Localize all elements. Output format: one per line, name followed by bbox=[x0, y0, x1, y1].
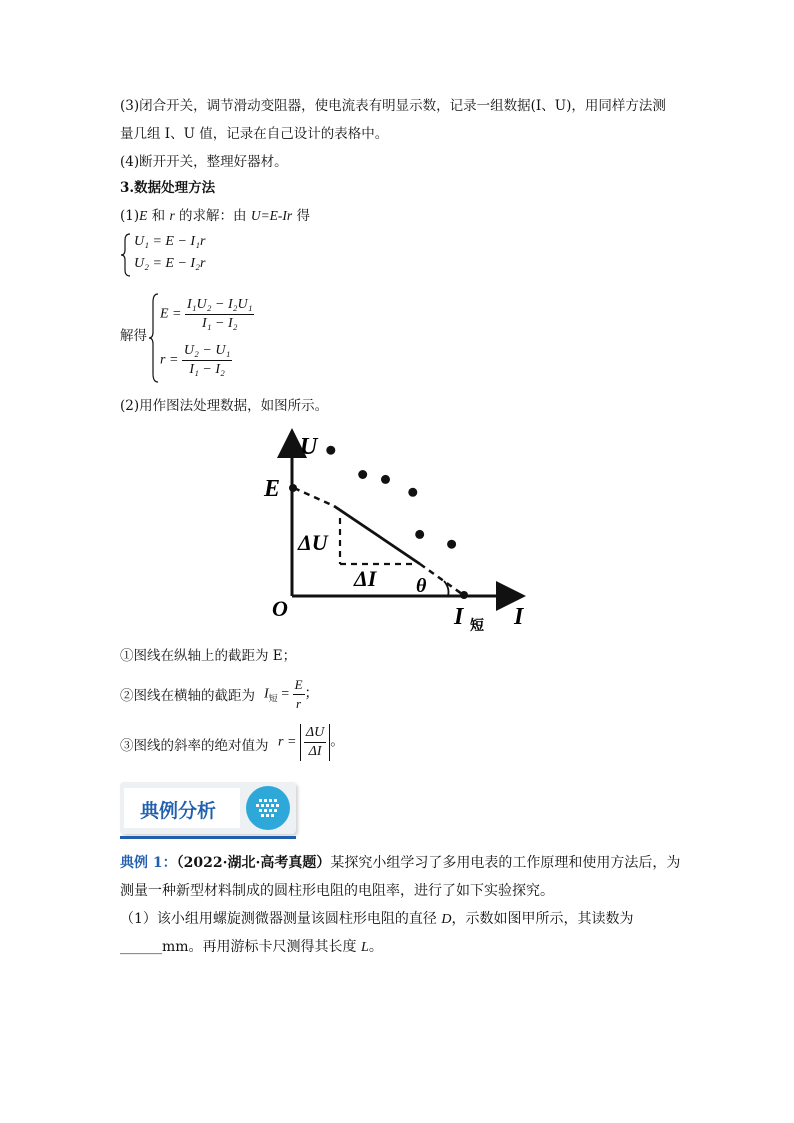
er-eq: U=E-Ir bbox=[250, 208, 293, 223]
data-point bbox=[358, 470, 367, 479]
origin-label: O bbox=[272, 596, 288, 621]
note2-den: r bbox=[296, 696, 302, 711]
line4-end: 。 bbox=[368, 939, 383, 955]
note3-formula bbox=[278, 724, 344, 761]
sys1-line2: U₂ = E − I₂r bbox=[134, 256, 206, 271]
example-1-line2: 测量一种新型材料制成的圆柱形电阻的电阻率，进行了如下实验探究。 bbox=[120, 883, 554, 899]
graph-intro: (2)用作图法处理数据，如图所示。 bbox=[120, 398, 329, 414]
note2-eq: = bbox=[277, 686, 293, 702]
y-axis-label: U bbox=[300, 434, 318, 460]
r-equation bbox=[160, 342, 232, 379]
note2-formula bbox=[264, 676, 319, 713]
example-line1-rest: 某探究小组学习了多用电表的工作原理和使用方法后，为 bbox=[330, 855, 681, 871]
er-tail: 得 bbox=[292, 208, 310, 224]
note3-den: ΔI bbox=[308, 744, 322, 759]
note3-suffix: 。 bbox=[330, 734, 345, 750]
delta-i-label: ΔI bbox=[354, 566, 377, 591]
er-text: 的求解：由 bbox=[174, 208, 251, 224]
note3-prefix: ③图线的斜率的绝对值为 bbox=[120, 738, 269, 754]
short-current-label: I bbox=[454, 604, 464, 630]
data-point bbox=[381, 475, 390, 484]
line3-suffix: ，示数如图甲所示，其读数为 bbox=[451, 911, 634, 927]
e-lhs: E = bbox=[160, 306, 182, 322]
solution-system bbox=[148, 292, 288, 384]
section-header-example bbox=[120, 782, 296, 840]
short-current-sub: 短 bbox=[470, 618, 484, 634]
data-point bbox=[415, 530, 424, 539]
note2-lhs: I bbox=[264, 686, 269, 702]
short-current-point bbox=[460, 591, 468, 599]
angle-label: θ bbox=[416, 575, 427, 597]
note3-lhs: r = bbox=[278, 734, 300, 750]
data-point bbox=[447, 540, 456, 549]
brace-icon bbox=[148, 292, 160, 384]
fit-line bbox=[334, 506, 420, 564]
step3-line1: (3)闭合开关，调节滑动变阻器，使电流表有明显示数，记录一组数据(I、U)，用同样方法测 bbox=[120, 98, 666, 114]
answer-blank[interactable]: ______ bbox=[120, 939, 162, 955]
data-points bbox=[326, 446, 456, 549]
brace-icon bbox=[120, 232, 134, 278]
line3-prefix: （1）该小组用螺旋测微器测量该圆柱形电阻的直径 bbox=[120, 911, 442, 927]
r-den: I₁ − I₂ bbox=[189, 362, 225, 377]
note2-tail: ； bbox=[304, 686, 319, 702]
e-num: I₁U₂ − I₂U₁ bbox=[185, 296, 254, 315]
line4-rest: mm。再用游标卡尺测得其长度 bbox=[162, 939, 362, 955]
note2-num: E bbox=[293, 676, 305, 695]
example-1-line1 bbox=[120, 852, 680, 874]
r-num: U₂ − U₁ bbox=[182, 342, 232, 361]
step3-line2: 量几组 I、U 值，记录在自己设计的表格中。 bbox=[120, 126, 389, 142]
sys1-line1: U₁ = E − I₁r bbox=[134, 234, 206, 249]
data-point bbox=[408, 488, 417, 497]
example-1-line3 bbox=[120, 908, 633, 931]
grid-dots-icon bbox=[246, 786, 290, 830]
line3-d: D bbox=[441, 912, 452, 927]
u-i-graph bbox=[258, 424, 548, 634]
section-underline bbox=[120, 836, 296, 839]
e-den: I₁ − I₂ bbox=[201, 316, 238, 331]
note3-fraction bbox=[304, 724, 326, 761]
data-point bbox=[326, 446, 335, 455]
er-mid: 和 bbox=[147, 208, 170, 224]
step4: (4)断开开关，整理好器材。 bbox=[120, 154, 288, 170]
line4-l: L bbox=[361, 940, 369, 955]
example-label: 典例 1： bbox=[120, 855, 177, 871]
heading-data-method: 3.数据处理方法 bbox=[120, 180, 216, 196]
section-title: 典例分析 bbox=[140, 800, 217, 822]
r-fraction bbox=[182, 342, 232, 379]
solve-label: 解得 bbox=[120, 328, 147, 344]
dashed-extension-top bbox=[294, 488, 334, 506]
e-intercept-point bbox=[289, 484, 297, 492]
note3-num: ΔU bbox=[304, 724, 326, 743]
note2-sub: 短 bbox=[268, 693, 278, 704]
x-axis-label: I bbox=[514, 604, 524, 630]
er-e: E bbox=[139, 208, 148, 223]
er-solve-intro bbox=[120, 206, 310, 226]
er-prefix: (1) bbox=[120, 208, 140, 224]
example-1-line4 bbox=[120, 936, 383, 959]
er-r: r bbox=[169, 208, 175, 223]
abs-bars bbox=[300, 724, 330, 761]
note2-fraction bbox=[293, 676, 305, 713]
note2-prefix: ②图线在横轴的截距为 bbox=[120, 688, 255, 704]
intercept-e-label: E bbox=[264, 476, 281, 502]
note-1: ①图线在纵轴上的截距为 E； bbox=[120, 648, 297, 664]
e-fraction bbox=[185, 296, 254, 333]
delta-u-label: ΔU bbox=[298, 530, 328, 555]
calculator-icon bbox=[246, 786, 290, 830]
example-source: （2022·湖北·高考真题） bbox=[176, 855, 331, 871]
e-equation bbox=[160, 296, 254, 333]
r-lhs: r = bbox=[160, 352, 179, 368]
